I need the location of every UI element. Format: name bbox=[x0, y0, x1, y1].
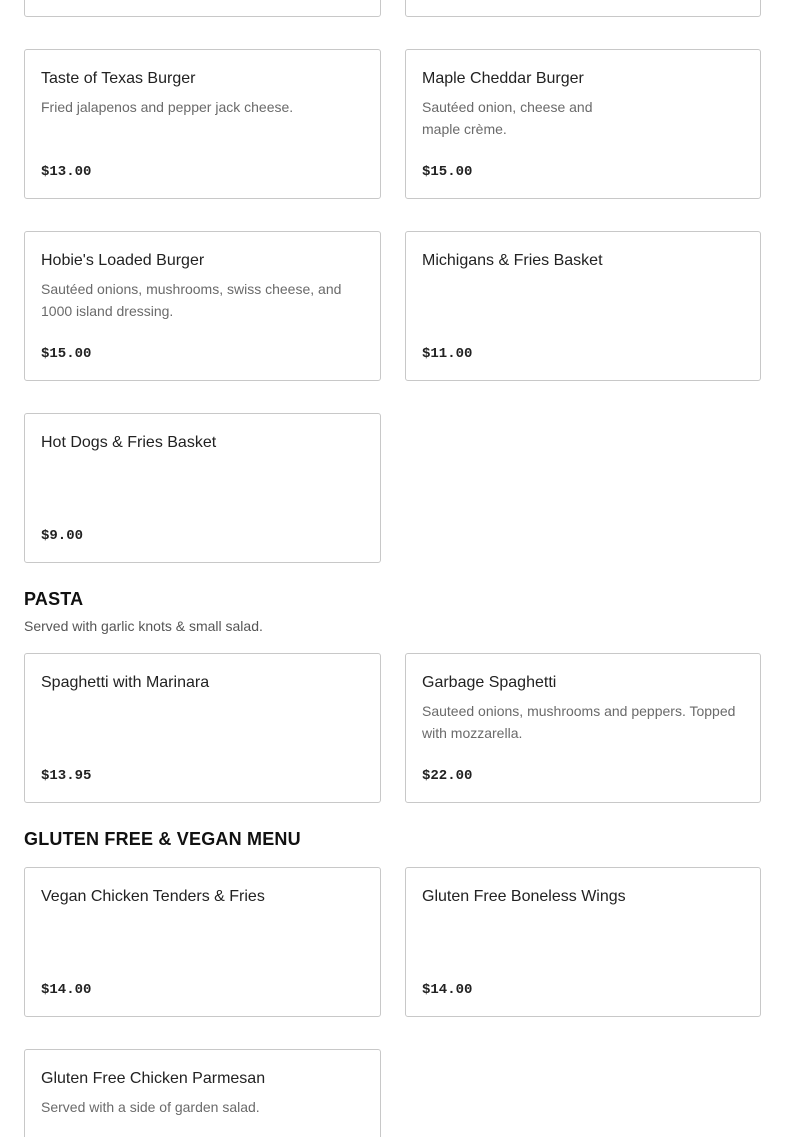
menu-item-name: Taste of Texas Burger bbox=[41, 70, 196, 87]
menu-item-description: Sautéed onion, cheese and maple crème. bbox=[422, 99, 593, 137]
menu-item-card[interactable] bbox=[405, 231, 761, 381]
menu-item-name: Gluten Free Boneless Wings bbox=[422, 888, 626, 905]
menu-item-card[interactable] bbox=[24, 231, 381, 381]
menu-item-name: Hobie's Loaded Burger bbox=[41, 252, 205, 269]
menu-item-description: Fried jalapenos and pepper jack cheese. bbox=[41, 99, 294, 115]
menu-item-name: Maple Cheddar Burger bbox=[422, 70, 584, 87]
menu-item-price: $9.00 bbox=[41, 528, 84, 544]
menu-item-name: Gluten Free Chicken Parmesan bbox=[41, 1070, 266, 1087]
menu-item-name: Vegan Chicken Tenders & Fries bbox=[41, 888, 265, 905]
section-title-gluten-free: GLUTEN FREE & VEGAN MENU bbox=[24, 829, 301, 849]
menu-item-card[interactable] bbox=[24, 653, 381, 803]
section-title-pasta: PASTA bbox=[24, 589, 84, 609]
menu-item-description: Sautéed onions, mushrooms, swiss cheese, and 1000 island dressing. bbox=[41, 281, 342, 319]
menu-item-card-partial[interactable] bbox=[405, 0, 761, 17]
menu-item-card[interactable] bbox=[24, 49, 381, 199]
menu-item-name: Garbage Spaghetti bbox=[422, 674, 557, 691]
menu-item-card-partial[interactable] bbox=[24, 0, 381, 17]
menu-item-name: Spaghetti with Marinara bbox=[41, 674, 210, 691]
menu-item-card[interactable] bbox=[24, 1049, 381, 1137]
section-subtitle-pasta: Served with garlic knots & small salad. bbox=[24, 618, 263, 634]
menu-item-card[interactable] bbox=[405, 653, 761, 803]
menu-item-price: $14.00 bbox=[41, 982, 92, 998]
menu-item-price: $15.00 bbox=[422, 164, 473, 180]
menu-item-card[interactable] bbox=[405, 49, 761, 199]
menu-item-description: Served with a side of garden salad. bbox=[41, 1099, 260, 1115]
menu-item-description: Sauteed onions, mushrooms and peppers. Topped with mozzarella. bbox=[422, 703, 736, 741]
menu-item-price: $11.00 bbox=[422, 346, 473, 362]
menu-item-card[interactable] bbox=[24, 867, 381, 1017]
menu-item-price: $13.00 bbox=[41, 164, 92, 180]
menu-item-name: Michigans & Fries Basket bbox=[422, 252, 603, 269]
menu-item-card[interactable] bbox=[405, 867, 761, 1017]
menu-item-card[interactable] bbox=[24, 413, 381, 563]
menu-item-price: $14.00 bbox=[422, 982, 473, 998]
menu-item-name: Hot Dogs & Fries Basket bbox=[41, 434, 217, 451]
menu-item-price: $15.00 bbox=[41, 346, 92, 362]
menu-item-price: $22.00 bbox=[422, 768, 473, 784]
menu-item-price: $13.95 bbox=[41, 768, 92, 784]
